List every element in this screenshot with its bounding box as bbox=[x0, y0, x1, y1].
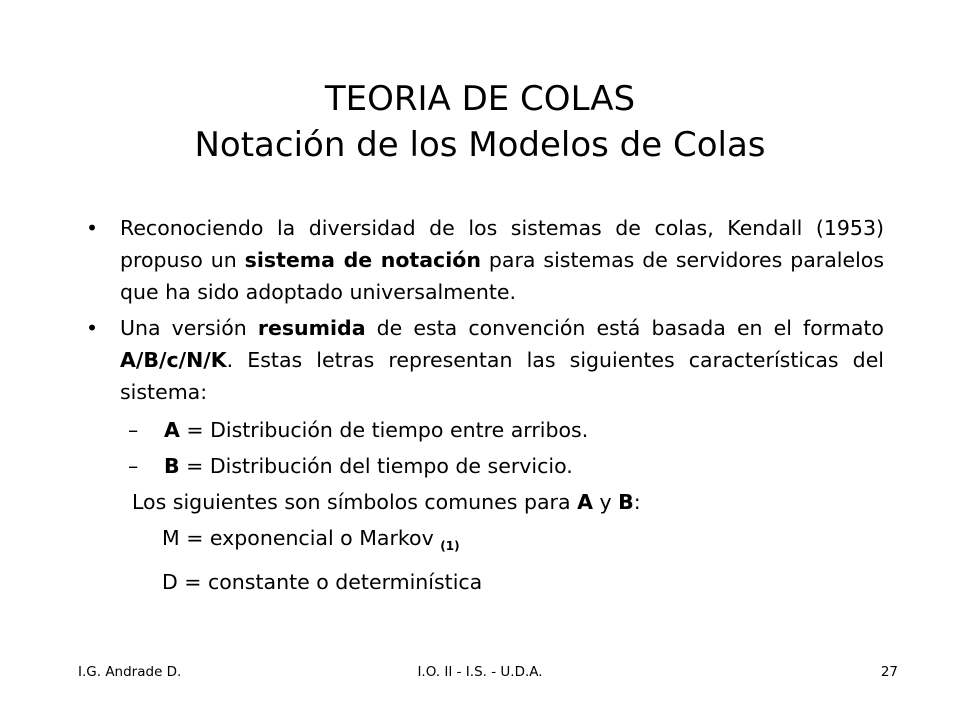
sub-item-b bbox=[86, 450, 884, 482]
sub-item-text: = Distribución de tiempo entre arribos. bbox=[179, 418, 589, 442]
title-line-1: TEORIA DE COLAS bbox=[324, 79, 636, 119]
slide-title bbox=[0, 76, 960, 168]
bullet-dot-icon: • bbox=[86, 316, 99, 340]
intro-text: : bbox=[633, 490, 641, 514]
sub-item-text: = Distribución del tiempo de servicio. bbox=[179, 454, 573, 478]
bullet-bold-text: resumida bbox=[257, 316, 366, 340]
sub-item-letter: A bbox=[164, 418, 180, 442]
bullet-bold-text: A/B/c/N/K bbox=[120, 348, 227, 372]
slide-body bbox=[86, 212, 884, 598]
bullet-text: de esta convención está basada en el formato bbox=[365, 316, 884, 340]
intro-bold-text: B bbox=[618, 490, 634, 514]
page-number: 27 bbox=[880, 664, 898, 680]
footer-author: I.G. Andrade D. bbox=[78, 664, 182, 680]
intro-bold-text: A bbox=[577, 490, 593, 514]
dash-icon: – bbox=[128, 454, 139, 478]
bullet-text: . Estas letras representan las siguientes características del sistema: bbox=[120, 348, 884, 404]
sub-item-letter: B bbox=[164, 454, 180, 478]
symbol-text: D = constante o determinística bbox=[162, 570, 483, 594]
footer-course: I.O. II - I.S. - U.D.A. bbox=[417, 664, 543, 680]
footnote-marker: (1) bbox=[440, 539, 460, 553]
bullet-bold-text: sistema de notación bbox=[244, 248, 481, 272]
symbols-intro bbox=[86, 486, 884, 518]
bullet-text: Una versión bbox=[120, 316, 258, 340]
dash-icon: – bbox=[128, 418, 139, 442]
symbol-d bbox=[86, 566, 884, 598]
bullet-dot-icon: • bbox=[86, 216, 99, 240]
intro-text: y bbox=[592, 490, 619, 514]
bullet-text: Reconociendo la diversidad de los sistemas de colas, Kendall (1953) propuso un bbox=[120, 216, 884, 272]
bullet-kendall bbox=[86, 212, 884, 308]
sub-item-a bbox=[86, 414, 884, 446]
title-line-2: Notación de los Modelos de Colas bbox=[194, 125, 766, 165]
bullet-format bbox=[86, 312, 884, 408]
symbol-text: M = exponencial o Markov bbox=[162, 526, 441, 550]
bullet-text: para sistemas de servidores paralelos que ha sido adoptado universalmente. bbox=[120, 248, 885, 304]
intro-text: Los siguientes son símbolos comunes para bbox=[132, 490, 578, 514]
symbol-m bbox=[86, 522, 884, 562]
